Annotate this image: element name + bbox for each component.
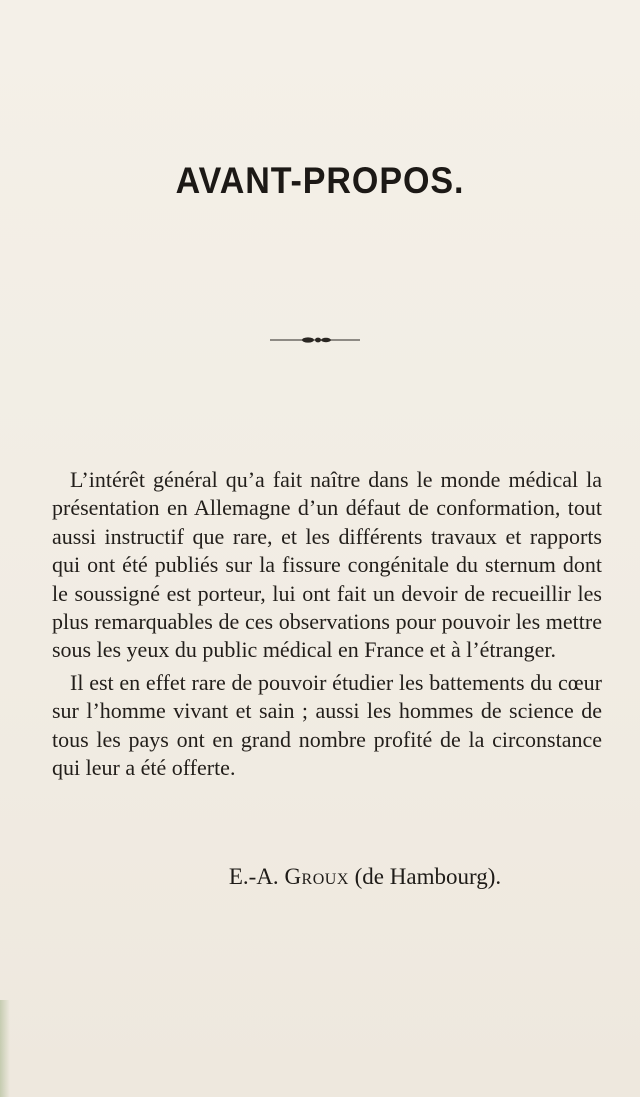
paragraph-2: Il est en effet rare de pouvoir étudier les battements du cœur sur l’homme vivant et sain ; aussi les hommes de science de tous les pays ont en grand nombre profité de la circonstance qui leur a été offerte. — [52, 669, 602, 781]
ornament-divider — [270, 337, 360, 343]
signature — [0, 864, 640, 890]
page-title: AVANT-PROPOS. — [175, 160, 465, 201]
signature-initials: E.-A. — [228, 864, 279, 889]
signature-name: Groux — [284, 864, 349, 889]
paragraph-1: L’intérêt général qu’a fait naître dans le monde médical la présentation en Allemagne d’un défaut de conformation, tout aussi instructif que rare, et les différents travaux et rapports qui ont été publiés sur la fissure congénitale du sternum dont le soussigné est porteur, lui ont fait un devoir de recueillir les plus remarquables de ces observations pour pouvoir les mettre sous les yeux du public médical en France et à l’étranger. — [52, 467, 602, 663]
signature-place: (de Hambourg). — [354, 864, 502, 889]
page-edge-stain — [0, 1000, 10, 1097]
preface-body — [52, 466, 602, 782]
